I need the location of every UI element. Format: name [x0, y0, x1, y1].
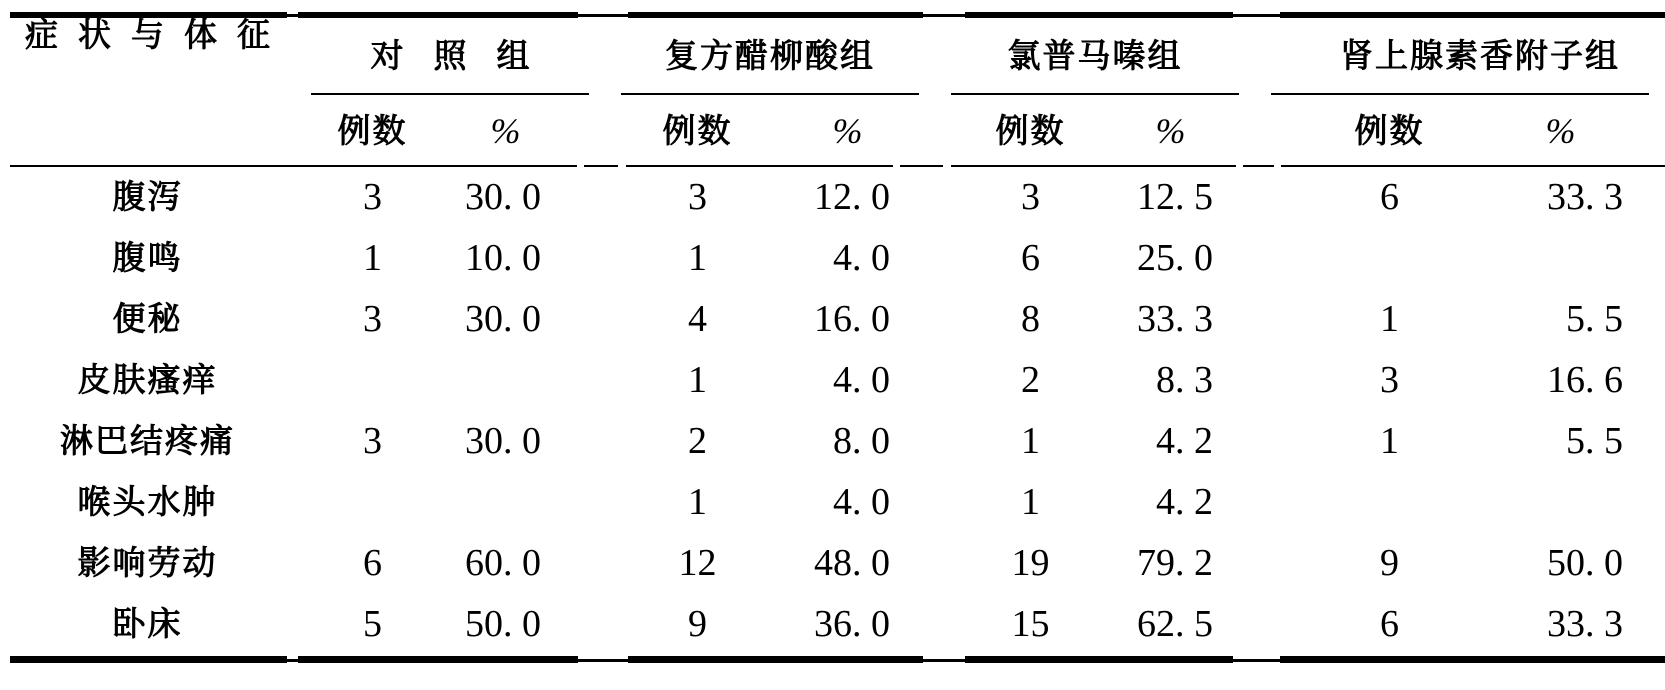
cases-value: 2 [1021, 358, 1040, 401]
cases-value: 1 [688, 236, 707, 279]
row-header-cell [0, 18, 295, 166]
cases-value: 6 [1380, 602, 1399, 645]
cases-value: 6 [363, 541, 382, 584]
percent-value: 30. 0 [465, 297, 541, 340]
rule-segment [965, 656, 1233, 663]
percent-subheader: % [832, 110, 863, 151]
table-row [0, 288, 1665, 349]
cases-subheader: 例数 [337, 112, 408, 149]
percent-value: 33. 3 [1547, 602, 1623, 645]
symptom-label: 喉头水肿 [77, 483, 218, 520]
percent-value: 4. 2 [1156, 419, 1213, 462]
percent-value: 10. 0 [465, 236, 541, 279]
percent-value: 16. 6 [1547, 358, 1623, 401]
cases-value: 6 [1380, 175, 1399, 218]
percent-subheader: % [490, 110, 521, 151]
cases-value: 1 [688, 358, 707, 401]
cases-value [295, 471, 450, 532]
group-label: 对照组 [311, 18, 589, 95]
cases-subheader: 例数 [1354, 112, 1425, 149]
percent-value: 50. 0 [465, 602, 541, 645]
cases-value: 19 [1011, 541, 1050, 584]
cases-value: 1 [688, 480, 707, 523]
percent-value: 33. 3 [1547, 175, 1623, 218]
percent-value: 16. 0 [814, 297, 890, 340]
cases-value: 1 [1021, 419, 1040, 462]
rule-segment [628, 656, 923, 663]
rule-segment [10, 656, 287, 663]
table-row [0, 532, 1665, 593]
table-row [0, 471, 1665, 532]
percent-value: 36. 0 [814, 602, 890, 645]
cases-value: 3 [363, 419, 382, 462]
percent-value: 8. 0 [833, 419, 890, 462]
percent-value [1460, 227, 1665, 288]
rule-segment [1280, 656, 1665, 663]
table-row [0, 227, 1665, 288]
percent-value: 60. 0 [465, 541, 541, 584]
group-label: 氯普马嗪组 [951, 18, 1239, 95]
table-row [0, 166, 1665, 227]
cases-value: 1 [363, 236, 382, 279]
cases-value: 3 [363, 175, 382, 218]
cases-value: 3 [688, 175, 707, 218]
group-header-control [295, 18, 605, 95]
group-header-chlorpromazine [935, 18, 1255, 95]
symptom-label: 腹泻 [112, 178, 183, 215]
percent-subheader: % [1545, 110, 1576, 151]
percent-value: 50. 0 [1547, 541, 1623, 584]
percent-value [450, 471, 605, 532]
cases-value: 3 [1380, 358, 1399, 401]
percent-value: 4. 0 [833, 358, 890, 401]
group-header-adrenaline [1255, 18, 1665, 95]
cases-value: 1 [1021, 480, 1040, 523]
cases-value: 1 [1380, 419, 1399, 462]
cases-value [1255, 471, 1460, 532]
symptom-label: 影响劳动 [77, 544, 218, 581]
table-row [0, 410, 1665, 471]
cases-subheader: 例数 [995, 112, 1066, 149]
percent-value: 62. 5 [1137, 602, 1213, 645]
symptom-label: 淋巴结疼痛 [60, 422, 235, 459]
symptom-label: 卧床 [112, 605, 183, 642]
percent-value: 4. 0 [833, 480, 890, 523]
cases-value: 8 [1021, 297, 1040, 340]
cases-value: 12 [678, 541, 717, 584]
cases-value: 2 [688, 419, 707, 462]
symptom-label: 腹鸣 [112, 239, 183, 276]
percent-value: 30. 0 [465, 419, 541, 462]
percent-value: 4. 2 [1156, 480, 1213, 523]
percent-value: 12. 5 [1137, 175, 1213, 218]
percent-value: 4. 0 [833, 236, 890, 279]
percent-value: 8. 3 [1156, 358, 1213, 401]
percent-value [1460, 471, 1665, 532]
cases-value: 15 [1011, 602, 1050, 645]
percent-value: 79. 2 [1137, 541, 1213, 584]
cases-value: 6 [1021, 236, 1040, 279]
cases-value: 5 [363, 602, 382, 645]
percent-value: 12. 0 [814, 175, 890, 218]
cases-value: 4 [688, 297, 707, 340]
percent-value: 33. 3 [1137, 297, 1213, 340]
percent-value: 48. 0 [814, 541, 890, 584]
group-header-aspirin [605, 18, 935, 95]
symptom-label: 便秘 [112, 300, 183, 337]
cases-value: 3 [1021, 175, 1040, 218]
percent-value: 5. 5 [1566, 419, 1623, 462]
percent-subheader: % [1155, 110, 1186, 151]
group-label: 肾上腺素香附子组 [1271, 18, 1649, 95]
symptom-label: 皮肤瘙痒 [77, 361, 218, 398]
cases-value [1255, 227, 1460, 288]
rule-segment [298, 656, 578, 663]
cases-value: 3 [363, 297, 382, 340]
percent-value: 30. 0 [465, 175, 541, 218]
cases-subheader: 例数 [662, 112, 733, 149]
cases-value: 1 [1380, 297, 1399, 340]
group-header-row [0, 18, 1665, 95]
table-row [0, 349, 1665, 410]
cases-value [295, 349, 450, 410]
percent-value [450, 349, 605, 410]
group-label: 复方醋柳酸组 [621, 18, 919, 95]
percent-value: 25. 0 [1137, 236, 1213, 279]
symptoms-table [0, 18, 1665, 654]
row-header-label: 症状与体征 [25, 18, 290, 53]
percent-value: 5. 5 [1566, 297, 1623, 340]
cases-value: 9 [1380, 541, 1399, 584]
cases-value: 9 [688, 602, 707, 645]
table-row [0, 593, 1665, 654]
